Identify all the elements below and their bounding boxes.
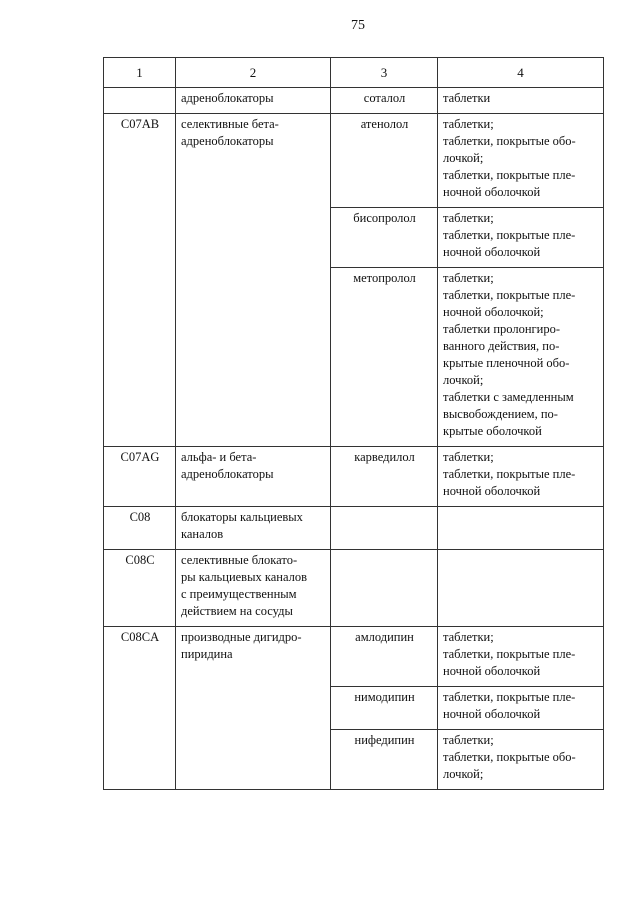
atc-code-cell: C08C (104, 550, 176, 627)
drug-cell (331, 550, 438, 627)
forms-cell (438, 447, 604, 507)
header-col-1: 1 (104, 58, 176, 88)
atc-code-cell: C08 (104, 507, 176, 550)
form-line: крытые пленочной обо- (443, 356, 570, 370)
group-cell (176, 627, 331, 790)
drug-cell: карведилол (331, 447, 438, 507)
drug-cell: соталол (331, 88, 438, 114)
form-line: таблетки пролонгиро- (443, 322, 561, 336)
group-line: адреноблокаторы (181, 91, 274, 105)
header-col-3: 3 (331, 58, 438, 88)
form-line: лочкой; (443, 767, 484, 781)
group-line: ры кальциевых каналов (181, 570, 308, 584)
form-line: таблетки; (443, 211, 494, 225)
group-line: каналов (181, 527, 224, 541)
group-line: альфа- и бета- (181, 450, 257, 464)
atc-code-cell: C07AG (104, 447, 176, 507)
form-line: таблетки, покрытые обо- (443, 134, 576, 148)
table-row (104, 507, 604, 550)
group-line: блокаторы кальциевых (181, 510, 303, 524)
form-line: таблетки, покрытые пле- (443, 168, 576, 182)
form-line: таблетки; (443, 733, 494, 747)
forms-cell (438, 114, 604, 208)
form-line: таблетки; (443, 117, 494, 131)
atc-code-cell (104, 88, 176, 114)
form-line: таблетки, покрытые пле- (443, 690, 576, 704)
drug-cell: бисопролол (331, 208, 438, 268)
group-line: пиридина (181, 647, 233, 661)
drug-cell: метопролол (331, 268, 438, 447)
table-row (104, 88, 604, 114)
header-row (104, 58, 604, 88)
group-line: адреноблокаторы (181, 467, 274, 481)
form-line: таблетки, покрытые пле- (443, 228, 576, 242)
forms-cell (438, 550, 604, 627)
form-line: ночной оболочкой (443, 664, 541, 678)
atc-code-cell: C07AB (104, 114, 176, 447)
form-line: лочкой; (443, 151, 484, 165)
forms-cell (438, 507, 604, 550)
form-line: ночной оболочкой (443, 185, 541, 199)
forms-cell (438, 627, 604, 687)
atc-code-cell: C08CA (104, 627, 176, 790)
form-line: крытые оболочкой (443, 424, 542, 438)
table-row (104, 114, 604, 208)
table-row (104, 627, 604, 687)
group-line: селективные бета- (181, 117, 279, 131)
group-cell (176, 114, 331, 447)
drug-cell: нифедипин (331, 730, 438, 790)
form-line: таблетки; (443, 450, 494, 464)
form-line: ночной оболочкой (443, 245, 541, 259)
group-line: производные дигидро- (181, 630, 302, 644)
group-cell (176, 88, 331, 114)
forms-cell (438, 88, 604, 114)
table-row (104, 447, 604, 507)
form-line: таблетки, покрытые пле- (443, 647, 576, 661)
group-line: адреноблокаторы (181, 134, 274, 148)
group-cell (176, 507, 331, 550)
group-cell (176, 447, 331, 507)
group-line: селективные блокато- (181, 553, 298, 567)
header-col-2: 2 (176, 58, 331, 88)
form-line: таблетки; (443, 630, 494, 644)
form-line: высвобождением, по- (443, 407, 558, 421)
group-line: с преимущественным (181, 587, 297, 601)
forms-cell (438, 730, 604, 790)
form-line: лочкой; (443, 373, 484, 387)
drug-cell: амлодипин (331, 627, 438, 687)
form-line: таблетки, покрытые пле- (443, 288, 576, 302)
forms-cell (438, 687, 604, 730)
forms-cell (438, 268, 604, 447)
drug-cell: атенолол (331, 114, 438, 208)
group-line: действием на сосуды (181, 604, 293, 618)
table-row (104, 550, 604, 627)
form-line: таблетки с замедленным (443, 390, 574, 404)
drug-cell: нимодипин (331, 687, 438, 730)
form-line: ночной оболочкой (443, 484, 541, 498)
drug-cell (331, 507, 438, 550)
form-line: таблетки (443, 91, 491, 105)
form-line: ванного действия, по- (443, 339, 560, 353)
group-cell (176, 550, 331, 627)
header-col-4: 4 (438, 58, 604, 88)
form-line: ночной оболочкой (443, 707, 541, 721)
forms-cell (438, 208, 604, 268)
medication-table (103, 57, 604, 790)
page-number: 75 (351, 18, 365, 33)
form-line: таблетки, покрытые обо- (443, 750, 576, 764)
form-line: таблетки; (443, 271, 494, 285)
form-line: таблетки, покрытые пле- (443, 467, 576, 481)
form-line: ночной оболочкой; (443, 305, 544, 319)
